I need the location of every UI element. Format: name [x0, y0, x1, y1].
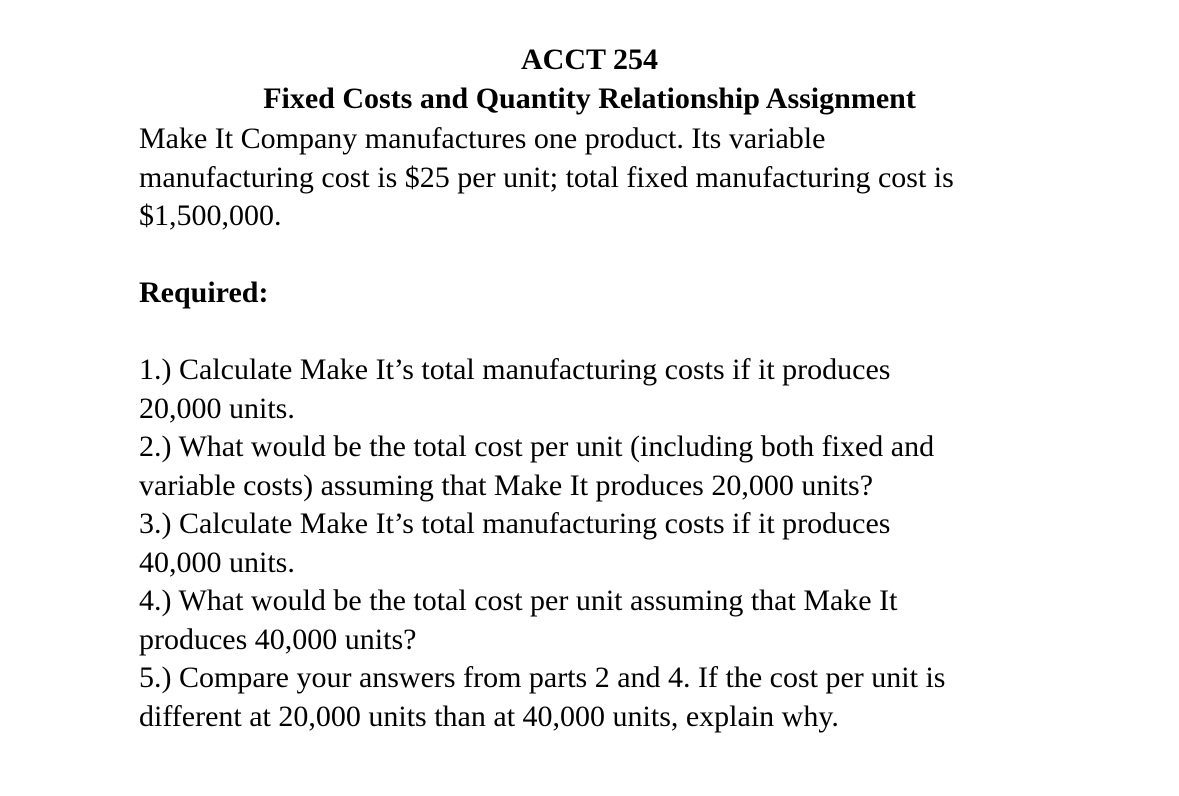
question-line: produces 40,000 units?: [139, 622, 417, 656]
question-item: [139, 505, 945, 582]
question-line: different at 20,000 units than at 40,000 units, explain why.: [139, 699, 839, 733]
question-list: [139, 351, 945, 736]
question-line: 1.) Calculate Make It’s total manufacturing costs if it produces: [139, 353, 891, 386]
assignment-title: Fixed Costs and Quantity Relationship Assignment: [263, 82, 916, 115]
question-item: [139, 428, 945, 505]
intro-line: $1,500,000.: [139, 199, 282, 232]
question-item: [139, 351, 945, 428]
course-code: ACCT 254: [521, 43, 658, 76]
question-line: 2.) What would be the total cost per unit (including both fixed and: [139, 430, 935, 463]
question-line: 4.) What would be the total cost per unit assuming that Make It: [139, 584, 898, 617]
question-line: 40,000 units.: [139, 545, 295, 579]
question-item: [139, 659, 945, 736]
intro-paragraph: [139, 120, 1039, 236]
intro-line: manufacturing cost is $25 per unit; total fixed manufacturing cost is: [139, 160, 954, 194]
question-item: [139, 582, 945, 659]
required-heading: Required:: [139, 276, 269, 309]
question-line: variable costs) assuming that Make It produces 20,000 units?: [139, 468, 874, 502]
question-line: 3.) Calculate Make It’s total manufacturing costs if it produces: [139, 507, 891, 540]
question-line: 20,000 units.: [139, 391, 295, 425]
intro-line: Make It Company manufactures one product. Its variable: [139, 122, 826, 155]
question-line: 5.) Compare your answers from parts 2 and 4. If the cost per unit is: [139, 661, 946, 694]
